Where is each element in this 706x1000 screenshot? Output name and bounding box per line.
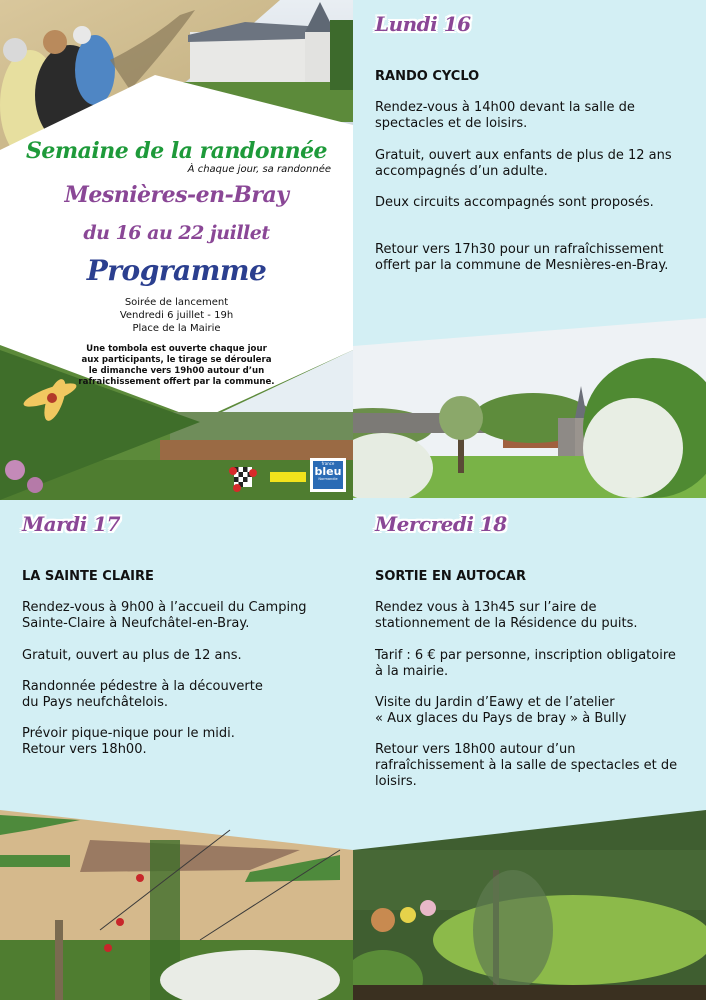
day-title: Lundi 16 bbox=[375, 12, 471, 36]
poster bbox=[0, 0, 353, 500]
event-paragraph bbox=[22, 726, 235, 758]
launch-line: Place de la Mairie bbox=[132, 323, 221, 334]
radio-logo-sub: Normandie bbox=[318, 477, 338, 481]
text-line: rafraîchissement à la salle de spectacles et de bbox=[375, 758, 678, 773]
text-line: Rendez-vous à 9h00 à l’accueil du Camping bbox=[22, 600, 307, 615]
event-paragraph bbox=[375, 600, 638, 632]
text-line: Sainte-Claire à Neufchâtel-en-Bray. bbox=[22, 616, 250, 631]
text-line: à la mairie. bbox=[375, 664, 449, 679]
checkered-crest-logo bbox=[228, 463, 258, 493]
text-line: Gratuit, ouvert aux enfants de plus de 12 ans bbox=[375, 148, 672, 163]
event-paragraph bbox=[375, 195, 654, 211]
launch-line: Soirée de lancement bbox=[124, 297, 229, 308]
text-line: Prévoir pique-nique pour le midi. bbox=[22, 726, 235, 741]
day-panel-mardi bbox=[0, 500, 353, 1000]
tombola-line: rafraichissement offert par la commune. bbox=[78, 377, 275, 387]
day-title: Mardi 17 bbox=[22, 512, 121, 536]
tombola-line: aux participants, le tirage se déroulera bbox=[81, 355, 272, 365]
event-paragraph bbox=[22, 648, 242, 664]
event-title: RANDO CYCLO bbox=[375, 69, 480, 84]
text-line: accompagnés d’un adulte. bbox=[375, 164, 548, 179]
event-paragraph bbox=[22, 600, 307, 632]
text-line: Retour vers 17h30 pour un rafraîchissement bbox=[375, 242, 664, 257]
event-paragraph bbox=[375, 100, 635, 132]
poster-dates: du 16 au 22 juillet bbox=[83, 222, 270, 244]
day-panel-mercredi bbox=[353, 500, 706, 1000]
text-line: Tarif : 6 € par personne, inscription obligatoire bbox=[375, 648, 676, 663]
text-line: offert par la commune de Mesnières-en-Bray. bbox=[375, 258, 669, 273]
radio-logo-top: france bbox=[321, 461, 335, 466]
event-paragraph bbox=[375, 742, 677, 790]
poster-launch bbox=[0, 296, 353, 335]
text-line: Retour vers 18h00. bbox=[22, 742, 147, 757]
villages-logo bbox=[270, 472, 306, 482]
text-line: Retour vers 18h00 autour d’un bbox=[375, 742, 576, 757]
poster-title: Semaine de la randonnée bbox=[25, 138, 328, 164]
poster-tombola bbox=[0, 344, 353, 388]
text-line: « Aux glaces du Pays de bray » à Bully bbox=[375, 711, 627, 726]
radio-logo-main: bleu bbox=[314, 465, 342, 478]
tombola-line: le dimanche vers 19h00 autour d’un bbox=[88, 366, 265, 376]
radio-logo bbox=[310, 458, 346, 492]
poster-town: Mesnières-en-Bray bbox=[64, 182, 289, 208]
tombola-line: Une tombola est ouverte chaque jour bbox=[86, 344, 267, 354]
text-line: Gratuit, ouvert au plus de 12 ans. bbox=[22, 648, 242, 663]
text-line: spectacles et de loisirs. bbox=[375, 116, 528, 131]
poster-tagline: À chaque jour, sa randonnée bbox=[187, 164, 331, 175]
event-title: LA SAINTE CLAIRE bbox=[22, 569, 154, 584]
fields-photo bbox=[0, 810, 353, 1000]
village-church-photo bbox=[353, 318, 706, 498]
text-line: Randonnée pédestre à la découverte bbox=[22, 679, 263, 694]
text-line: Deux circuits accompagnés sont proposés. bbox=[375, 195, 654, 210]
text-line: du Pays neufchâtelois. bbox=[22, 695, 169, 710]
launch-line: Vendredi 6 juillet - 19h bbox=[119, 310, 234, 321]
day-panel-lundi bbox=[353, 0, 706, 500]
garden-photo bbox=[353, 810, 706, 1000]
event-paragraph bbox=[375, 242, 668, 274]
event-paragraph bbox=[375, 148, 672, 180]
text-line: Visite du Jardin d’Eawy et de l’atelier bbox=[375, 695, 615, 710]
event-title: SORTIE EN AUTOCAR bbox=[375, 569, 526, 584]
event-paragraph bbox=[22, 679, 263, 711]
event-paragraph bbox=[375, 695, 626, 727]
text-line: loisirs. bbox=[375, 774, 417, 789]
event-paragraph bbox=[375, 648, 676, 680]
text-line: stationnement de la Résidence du puits. bbox=[375, 616, 638, 631]
text-line: Rendez vous à 13h45 sur l’aire de bbox=[375, 600, 597, 615]
day-title: Mercredi 18 bbox=[375, 512, 507, 536]
text-line: Rendez-vous à 14h00 devant la salle de bbox=[375, 100, 635, 115]
poster-programme: Programme bbox=[86, 254, 267, 287]
